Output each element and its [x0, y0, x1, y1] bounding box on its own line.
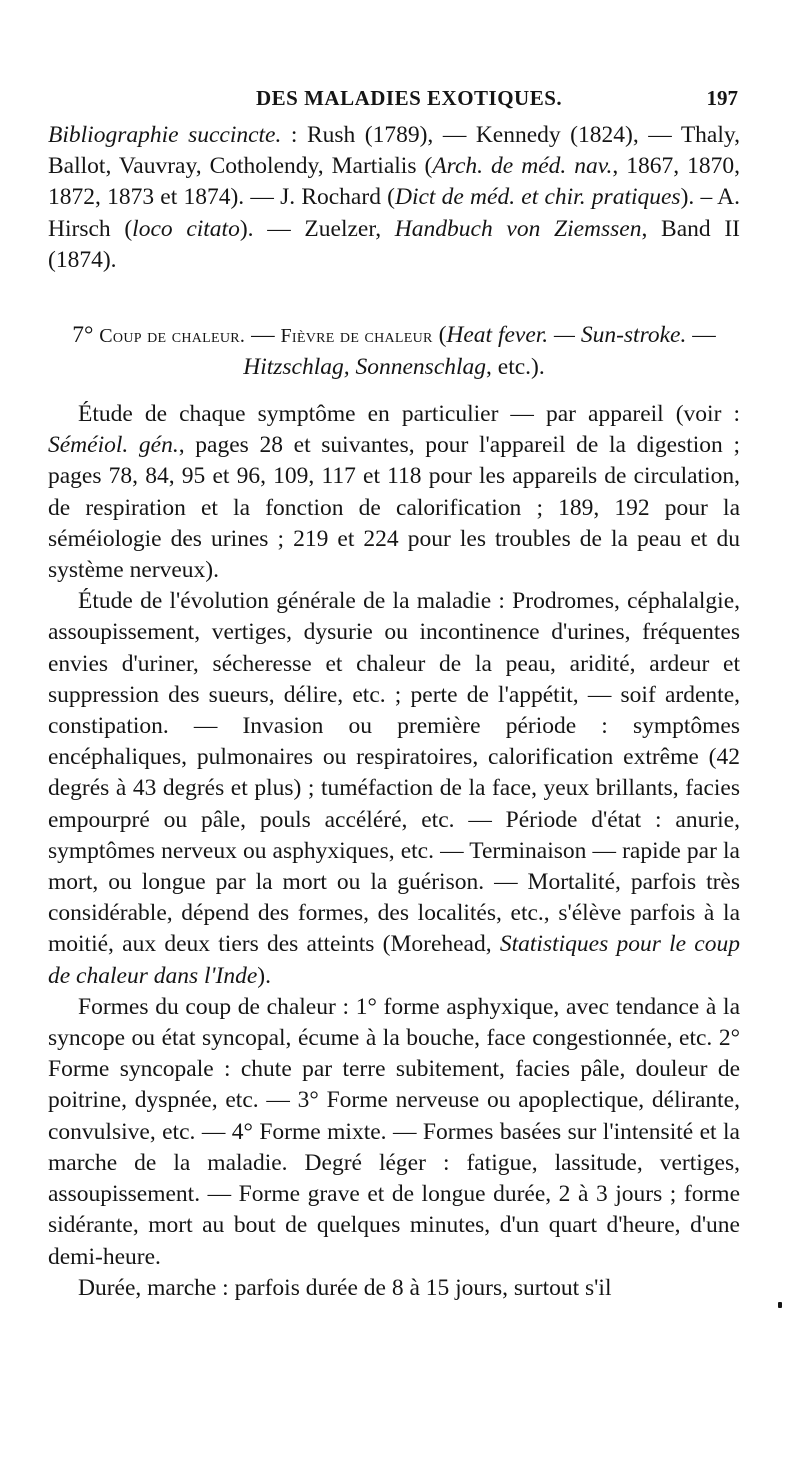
paragraph-ref: Séméiol. gén.	[48, 432, 179, 459]
section-paren: (	[432, 322, 447, 349]
section-number: 7°	[72, 322, 94, 349]
bibliography-paragraph	[48, 120, 740, 276]
section-subtitle: Fièvre de chaleur	[280, 325, 433, 348]
section-heading	[48, 320, 740, 383]
paragraph-symptoms	[48, 399, 740, 586]
section-dash: —	[686, 322, 716, 349]
paragraph-ref: Statistiques pour le coup de chaleur dans l'Inde	[48, 931, 740, 989]
paragraph-duration: Durée, marche : parfois durée de 8 à 15 jours, surtout s'il	[78, 1274, 612, 1301]
page-number: 197	[706, 86, 738, 110]
paragraph-text: , pages 28 et suivantes, pour l'appareil de la digestion ; pages 78, 84, 95 et 96, 109, 117 et 118 pour les appareils de circulation, de respiration et la fonction de calorification ; 189, 192 pour la séméiologie des urines ; 219 et 224 pour les troubles de la peau et du système nerveux).	[48, 432, 740, 584]
margin-mark	[778, 1302, 782, 1308]
page-body	[48, 120, 740, 1304]
section-alt-names: Hitzschlag, Sonnenschlag	[243, 354, 487, 381]
page-header	[48, 86, 738, 116]
bibliography-text: ). — Zuelzer,	[239, 215, 395, 242]
paragraph-forms: Formes du coup de chaleur : 1° forme asphyxique, avec tendance à la syncope ou état syncopal, écume à la bouche, face congestionnée, etc. 2° Forme syncopale : chute par terre subitement, facies pâle, douleur de poitrine, dyspnée, etc. — 3° Forme nerveuse ou apoplectique, délirante, convulsive, etc. — 4° Forme mixte. — Formes basées sur l'intensité et la marche de la maladie. Degré léger : fatigue, lassitude, vertiges, assoupissement. — Forme grave et de longue durée, 2 à 3 jours ; forme sidérante, mort au bout de quelques minutes, d'un quart d'heure, d'une demi-heure.	[48, 993, 740, 1270]
section-title: Coup de chaleur.	[99, 325, 246, 348]
section-dash: —	[245, 322, 281, 349]
spacer	[48, 276, 740, 320]
bibliography-ref: Arch. de méd. nav.	[432, 153, 613, 180]
paragraph-text: Étude de chaque symptôme en particulier — par appareil (voir :	[78, 401, 740, 428]
bibliography-label: Bibliographie succincte.	[48, 122, 282, 148]
paragraph-evolution	[48, 586, 740, 992]
bibliography-text: , Band II (1874).	[48, 215, 740, 273]
running-head: DES MALADIES EXOTIQUES.	[256, 86, 563, 110]
bibliography-text: ). – A. Hirsch (	[48, 184, 741, 242]
section-paren: , etc.).	[486, 354, 545, 381]
bibliography-ref: Handbuch von Ziemssen	[394, 215, 642, 242]
section-alt-names: Heat fever. — Sun-stroke.	[446, 322, 687, 349]
spacer	[48, 383, 740, 399]
paragraph-text: Étude de l'évolution générale de la maladie : Prodromes, céphalalgie, assoupissement, vertiges, dysurie ou incontinence d'urines, fréquentes envies d'uriner, sécheresse et chaleur de la peau, aridité, ardeur et suppression des sueurs, délire, etc. ; perte de l'appétit, — soif ardente, constipation. — Invasion ou première période : symptômes encéphaliques, pulmonaires ou respiratoires, calorification extrême (42 degrés à 43 degrés et plus) ; tuméfaction de la face, yeux brillants, facies empourpré ou pâle, pouls accéléré, etc. — Période d'état : anurie, symptômes nerveux ou asphyxiques, etc. — Terminaison — rapide par la mort, ou longue par la mort ou la guérison. — Mortalité, parfois très considérable, dépend des formes, des localités, etc., s'élève parfois à la moitié, aux deux tiers des atteints (Morehead,	[48, 588, 740, 958]
bibliography-ref: Dict de méd. et chir. pratiques	[394, 184, 681, 211]
bibliography-text: , 1867, 1870, 1872, 1873 et 1874). — J. Rochard (	[48, 153, 740, 211]
bibliography-text: : Rush (1789), — Kennedy (1824), — Thaly, Ballot, Vauvray, Cotholendy, Martialis (	[48, 122, 740, 180]
paragraph-text: ).	[257, 962, 271, 989]
bibliography-ref: loco citato	[132, 215, 240, 242]
